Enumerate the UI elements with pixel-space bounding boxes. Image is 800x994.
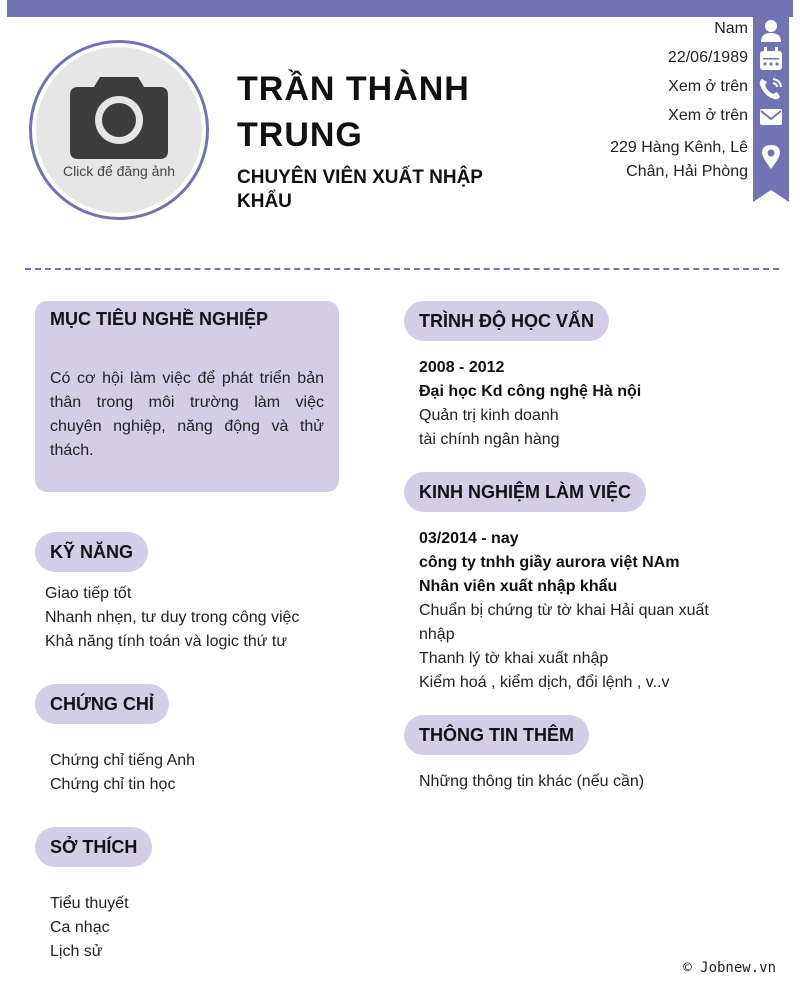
job-title: CHUYÊN VIÊN XUẤT NHẬP KHẨU bbox=[237, 167, 483, 212]
certificates-title: CHỨNG CHỈ bbox=[35, 684, 169, 724]
phone-value: Xem ở trên bbox=[668, 78, 748, 95]
list-item: Khả năng tính toán và logic thứ tư bbox=[45, 633, 288, 650]
gender-value: Nam bbox=[714, 20, 748, 37]
objective-text: Có cơ hội làm việc để phát triển bản thân trong môi trường làm việc chuyên nghiệp, năng động và thử thách. bbox=[50, 370, 324, 459]
address-value: 229 Hàng Kênh, Lê Chân, Hải Phòng bbox=[610, 139, 748, 180]
skills-title: KỸ NĂNG bbox=[35, 532, 148, 572]
position-name: Nhân viên xuất nhập khẩu bbox=[419, 578, 618, 595]
header-divider bbox=[25, 268, 779, 270]
list-item: Lịch sử bbox=[50, 943, 103, 960]
career-objective-section bbox=[35, 301, 339, 492]
extra-info-text bbox=[419, 770, 644, 794]
list-item: Tiểu thuyết bbox=[50, 895, 129, 912]
list-item: Ca nhạc bbox=[50, 919, 110, 936]
certificates-list bbox=[50, 749, 195, 797]
education-period: 2008 - 2012 bbox=[419, 359, 505, 376]
email-value: Xem ở trên bbox=[668, 107, 748, 124]
school-name: Đại học Kd công nghệ Hà nội bbox=[419, 383, 642, 400]
list-item: Chứng chỉ tiếng Anh bbox=[50, 752, 196, 769]
skills-list bbox=[45, 582, 299, 654]
experience-period: 03/2014 - nay bbox=[419, 530, 519, 547]
hobbies-title: SỞ THÍCH bbox=[35, 827, 152, 867]
extra-info-title: THÔNG TIN THÊM bbox=[404, 715, 589, 755]
camera-icon bbox=[70, 73, 168, 159]
list-item: Giao tiếp tốt bbox=[45, 585, 132, 602]
list-item: Nhanh nhẹn, tư duy trong công việc bbox=[45, 609, 300, 626]
hobbies-list bbox=[50, 892, 129, 964]
education-title: TRÌNH ĐỘ HỌC VẤN bbox=[404, 301, 609, 341]
avatar-caption: Click để đăng ảnh bbox=[62, 163, 176, 179]
mail-icon bbox=[760, 109, 782, 125]
list-item: nhập bbox=[419, 626, 455, 643]
education-details bbox=[419, 356, 641, 452]
top-accent-bar bbox=[7, 0, 793, 17]
company-name: công ty tnhh giầy aurora việt NAm bbox=[419, 554, 680, 571]
experience-details bbox=[419, 527, 709, 695]
list-item: Kiểm hoá , kiểm dịch, đổi lệnh , v..v bbox=[419, 674, 670, 691]
list-item: Những thông tin khác (nếu cần) bbox=[419, 773, 645, 790]
experience-title: KINH NGHIỆM LÀM VIỆC bbox=[404, 472, 646, 512]
list-item: Quản trị kinh doanh bbox=[419, 407, 559, 424]
candidate-name: TRẦN THÀNH TRUNG bbox=[237, 70, 470, 154]
list-item: tài chính ngân hàng bbox=[419, 431, 560, 448]
contact-icon-ribbon bbox=[753, 17, 789, 202]
section-title: MỤC TIÊU NGHỀ NGHIỆP bbox=[50, 309, 269, 329]
list-item: Chứng chỉ tin học bbox=[50, 776, 176, 793]
avatar-upload[interactable] bbox=[36, 47, 202, 213]
footer-credit: © Jobnew.vn bbox=[683, 960, 776, 976]
list-item: Chuẩn bị chứng từ tờ khai Hải quan xuất bbox=[419, 602, 709, 619]
list-item: Thanh lý tờ khai xuất nhập bbox=[419, 650, 609, 667]
birthday-value: 22/06/1989 bbox=[667, 49, 748, 66]
